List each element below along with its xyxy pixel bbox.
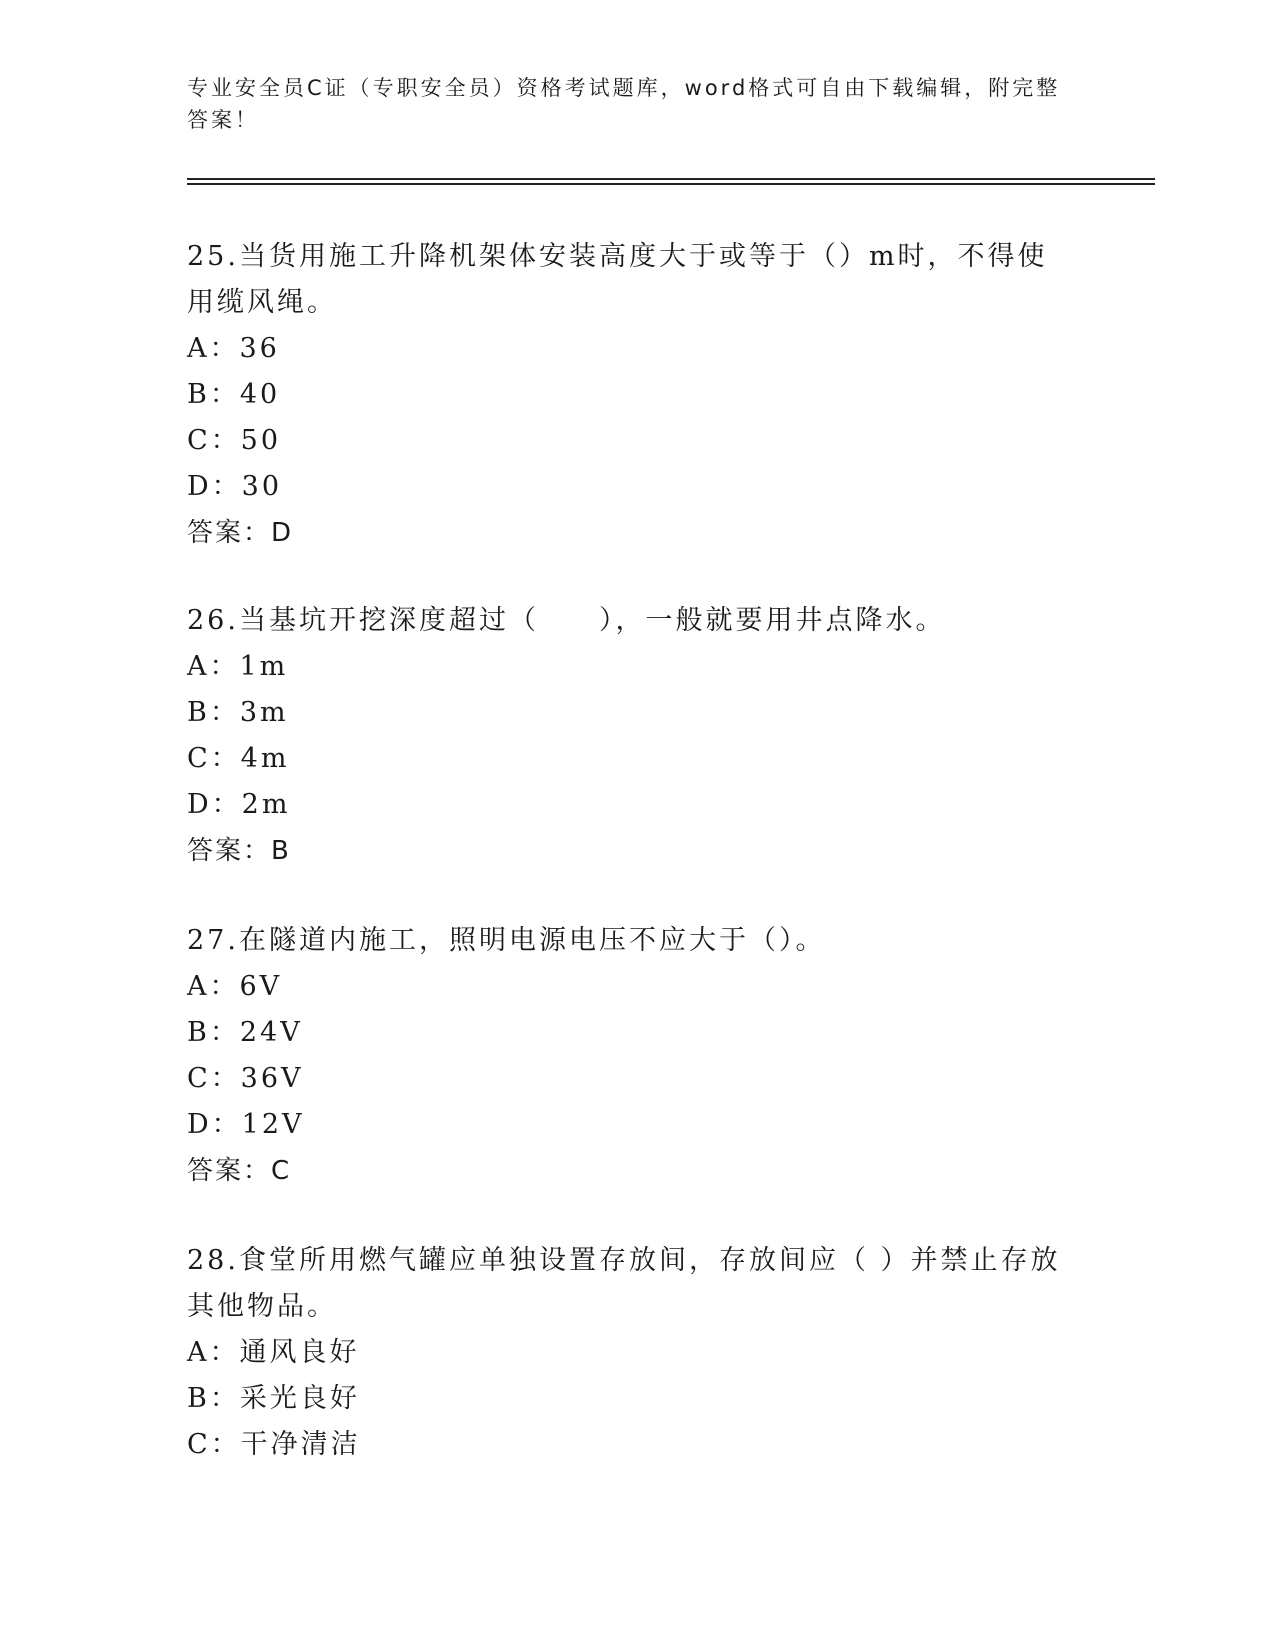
option-a: A：1m xyxy=(187,651,289,682)
option-a: A：36 xyxy=(187,333,280,364)
header-divider-bottom xyxy=(187,183,1155,185)
option-b: B：采光良好 xyxy=(187,1383,360,1414)
option-a: A：通风良好 xyxy=(187,1337,360,1368)
document-header: 专业安全员C证（专职安全员）资格考试题库，word格式可自由下载编辑，附完整答案！ xyxy=(187,76,1061,132)
option-c: C：4m xyxy=(187,743,290,774)
option-d: D：12V xyxy=(187,1109,305,1140)
option-d: D：30 xyxy=(187,471,283,502)
answer-text: 答案：C xyxy=(187,1156,292,1186)
option-b: B：3m xyxy=(187,697,289,728)
option-b: B：40 xyxy=(187,379,281,410)
option-a: A：6V xyxy=(187,971,283,1002)
question-26 xyxy=(187,598,1067,874)
answer-text: 答案：B xyxy=(187,836,291,866)
option-d: D：2m xyxy=(187,789,291,820)
question-text: 27.在隧道内施工，照明电源电压不应大于（）。 xyxy=(187,925,826,956)
option-c: C：50 xyxy=(187,425,282,456)
question-25 xyxy=(187,234,1067,556)
question-27 xyxy=(187,918,1067,1194)
option-c: C：干净清洁 xyxy=(187,1429,361,1460)
question-text: 28.食堂所用燃气罐应单独设置存放间，存放间应（ ）并禁止存放其他物品。 xyxy=(187,1245,1061,1322)
answer-text: 答案：D xyxy=(187,518,294,548)
question-28 xyxy=(187,1238,1067,1468)
option-b: B：24V xyxy=(187,1017,303,1048)
header-divider-top xyxy=(187,178,1155,180)
question-text: 25.当货用施工升降机架体安装高度大于或等于（）m时，不得使用缆风绳。 xyxy=(187,241,1048,318)
question-text: 26.当基坑开挖深度超过（ ），一般就要用井点降水。 xyxy=(187,605,946,636)
option-c: C：36V xyxy=(187,1063,304,1094)
